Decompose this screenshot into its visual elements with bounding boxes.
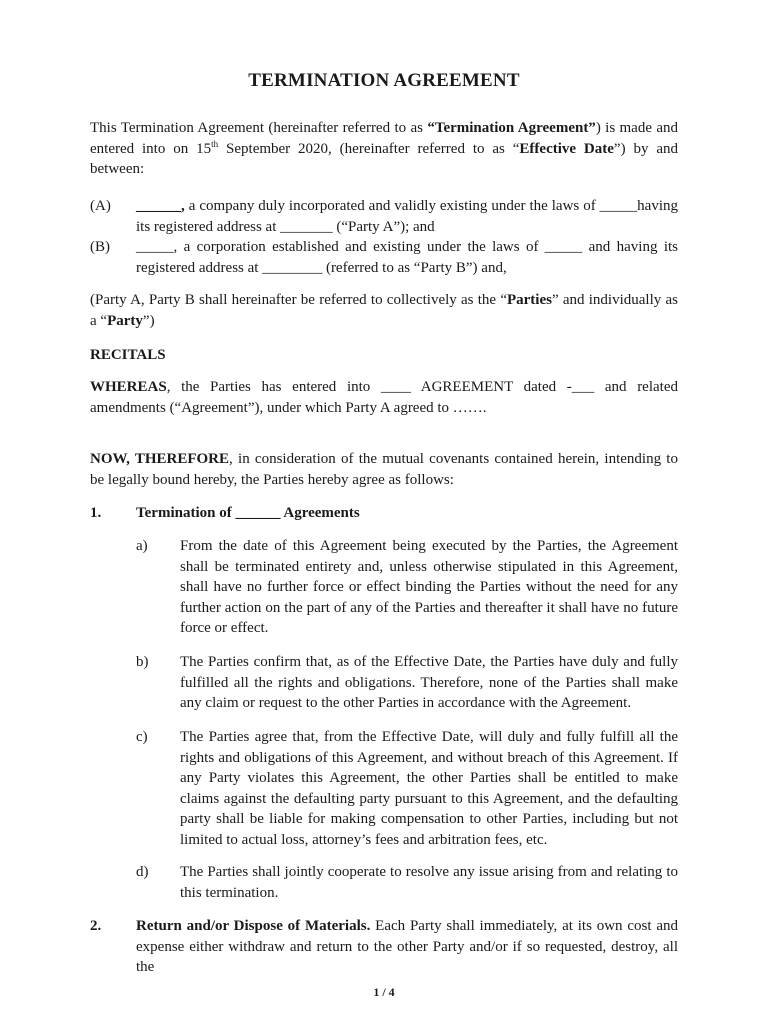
page-number: 1 / 4 bbox=[373, 985, 395, 999]
intro-text-1: This Termination Agreement (hereinafter referred to as bbox=[90, 120, 428, 136]
document-title: TERMINATION AGREEMENT bbox=[248, 70, 520, 91]
section-1-heading: Termination of ______ Agreements bbox=[136, 505, 360, 521]
intro-defined-term: “Termination Agreement” bbox=[427, 120, 596, 136]
section-2-heading: Return and/or Dispose of Materials. bbox=[136, 918, 371, 934]
section-2-number: 2. bbox=[90, 918, 102, 934]
clause-text-d: The Parties shall jointly cooperate to resolve any issue arising from and relating to this termination. bbox=[180, 864, 678, 901]
collective-text-2: ” and individually as a “ bbox=[90, 292, 678, 329]
clause-text-a: From the date of this Agreement being executed by the Parties, the Agreement shall be terminated entirety and, unless otherwise stipulated in this Agreement, shall have no further force or effect binding the Parties without the need for any further action on the part of any of the Parties and thereafter it shall have no future force or effect. bbox=[180, 538, 678, 636]
party-a-label: (A) bbox=[90, 198, 111, 214]
section-1-number: 1. bbox=[90, 505, 102, 521]
clause-label-a: a) bbox=[136, 538, 148, 554]
clause-label-c: c) bbox=[136, 729, 148, 745]
whereas-text: , the Parties has entered into ____ AGREEMENT dated -___ and related amendments (“Agreement”), under which Party A agreed to ……. bbox=[90, 379, 678, 416]
collective-definition-paragraph bbox=[90, 290, 678, 331]
collective-party-term: Party bbox=[107, 312, 143, 329]
section-2-paragraph bbox=[136, 916, 678, 978]
party-a-clause bbox=[136, 196, 678, 237]
intro-text-3: September 2020, (hereinafter referred to as “ bbox=[218, 140, 520, 157]
collective-text-3: ”) bbox=[142, 312, 155, 329]
intro-text-4: ”) by and between: bbox=[90, 140, 678, 177]
whereas-paragraph bbox=[90, 377, 678, 418]
party-b-label: (B) bbox=[90, 239, 110, 255]
intro-ordinal-suffix: th bbox=[211, 138, 219, 149]
clause-text-c: The Parties agree that, from the Effective Date, will duly and fully fulfill all the rights and obligations of this Agreement, and without breach of this Agreement. If any Party violates this Agreement, the other Parties shall be entitled to make claims against the defaulting party pursuant to this Agreement, and the defaulting party shall be liable for making compensation to other Parties, including but not limited to actual loss, attorney’s fees and arbitration fees, etc. bbox=[180, 729, 678, 848]
collective-parties-term: Parties bbox=[506, 292, 552, 308]
now-therefore-keyword: NOW, THEREFORE bbox=[90, 451, 230, 467]
now-therefore-paragraph bbox=[90, 449, 678, 490]
collective-text-1: (Party A, Party B shall hereinafter be referred to collectively as the “ bbox=[90, 292, 507, 308]
intro-text-2: ) is made and entered into on 15 bbox=[90, 120, 678, 157]
whereas-keyword: WHEREAS bbox=[90, 379, 167, 395]
now-therefore-text: , in consideration of the mutual covenants contained herein, intending to be legally bound hereby, the Parties hereby agree as follows: bbox=[90, 451, 678, 488]
intro-effective-date-term: Effective Date bbox=[519, 140, 614, 157]
section-2-text: Each Party shall immediately, at its own cost and expense either withdraw and return to the other Party and/or if so requested, destroy, all the bbox=[136, 918, 678, 975]
clause-text-b: The Parties confirm that, as of the Effective Date, the Parties have duly and fully fulfilled all the rights and obligations. Therefore, none of the Parties shall make any claim or request to the other Parties in accordance with the Agreement. bbox=[180, 654, 678, 711]
party-a-text: a company duly incorporated and validly existing under the laws of _____having its registered address at _______ (“Party A”); and bbox=[136, 198, 678, 235]
clause-label-d: d) bbox=[136, 864, 149, 880]
party-b-clause: _____, a corporation established and existing under the laws of _____ and having its registered address at ________ (referred to as “Party B”) and, bbox=[136, 239, 678, 276]
recitals-heading: RECITALS bbox=[90, 347, 166, 363]
clause-label-b: b) bbox=[136, 654, 149, 670]
intro-paragraph bbox=[90, 118, 678, 180]
party-a-blank: ______, bbox=[136, 198, 185, 214]
